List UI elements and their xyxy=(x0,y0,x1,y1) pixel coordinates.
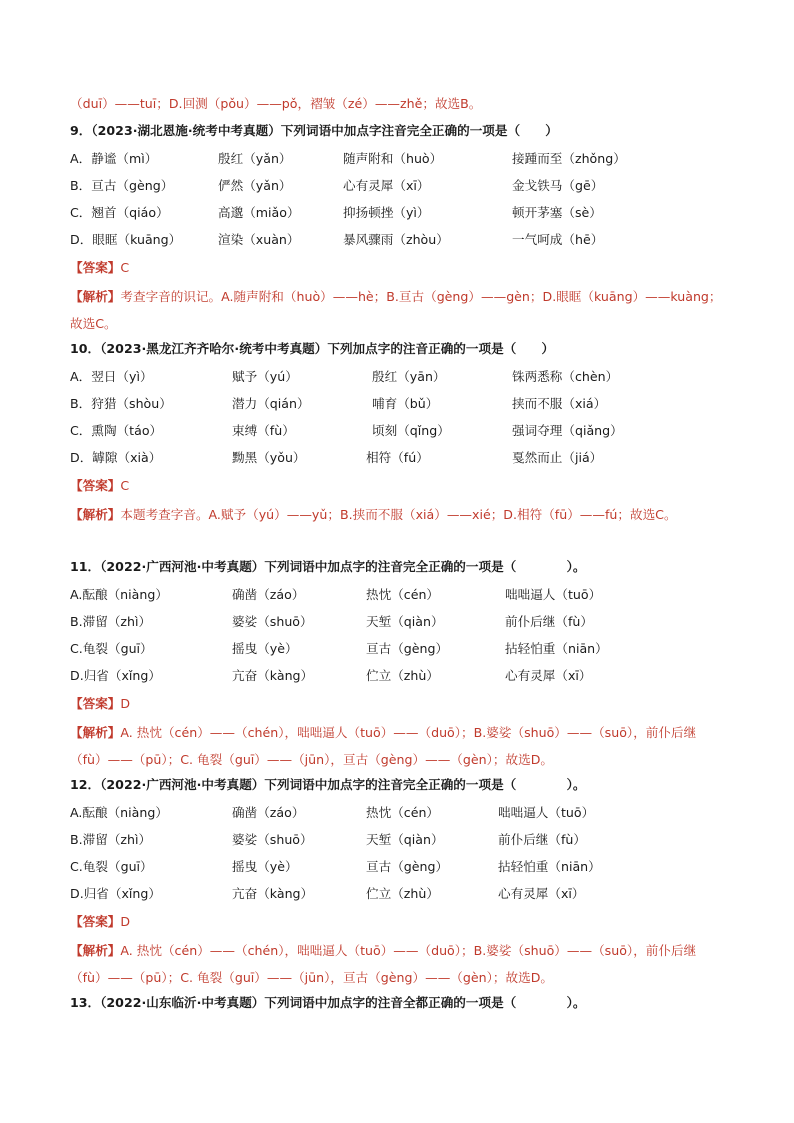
question-11-answer xyxy=(70,695,130,713)
option-item: 渲染（xuàn） xyxy=(218,232,300,247)
option-item: 确凿（záo） xyxy=(232,587,305,602)
option-item: 咄咄逼人（tuō） xyxy=(505,587,602,602)
question-12-option-a xyxy=(70,804,730,822)
question-11-option-c xyxy=(70,640,730,658)
analysis-tag: 【解析】 xyxy=(70,507,121,522)
option-item: 潜力（qián） xyxy=(232,396,310,411)
option-item: 抑扬顿挫（yì） xyxy=(343,205,430,220)
analysis-tag: 【解析】 xyxy=(70,725,121,740)
option-item: D．罅隙（xià） xyxy=(70,450,162,465)
question-12-option-d xyxy=(70,885,730,903)
option-item: 铢两悉称（chèn） xyxy=(512,369,619,384)
option-item: C．熏陶（táo） xyxy=(70,423,163,438)
question-12-answer xyxy=(70,913,130,931)
option-item: C．翘首（qiáo） xyxy=(70,205,169,220)
option-item: 暴风骤雨（zhòu） xyxy=(343,232,449,247)
option-item: 殷红（yǎn） xyxy=(218,151,292,166)
question-9-stem: 9．（2023·湖北恩施·统考中考真题）下列词语中加点字注音完全正确的一项是（ ） xyxy=(70,123,558,138)
option-item: D．眼眶（kuāng） xyxy=(70,232,182,247)
analysis-text: A. 热忱（cén）——（chén），咄咄逼人（tuō）——（duō）；B.婆娑（shuō）——（suō），前仆后继（fù）——（pū）；C. 龟裂（guī）——（jūn），亘古（gèng）——（gèn）；故选D。 xyxy=(70,725,697,767)
answer-value: D xyxy=(120,914,131,929)
option-item: 心有灵犀（xī） xyxy=(343,178,430,193)
option-item: 一气呵成（hē） xyxy=(512,232,604,247)
option-item: 赋予（yú） xyxy=(232,369,298,384)
option-item: 金戈铁马（gē） xyxy=(512,178,604,193)
question-9-option-a xyxy=(70,150,730,168)
analysis-text: A. 热忱（cén）——（chén），咄咄逼人（tuō）——（duō）；B.婆娑（shuō）——（suō），前仆后继（fù）——（pū）；C. 龟裂（guī）——（jūn），亘古（gèng）——（gèn）；故选D。 xyxy=(70,943,697,985)
option-item: 心有灵犀（xī） xyxy=(505,668,592,683)
answer-tag: 【答案】 xyxy=(70,696,121,711)
question-12-option-c xyxy=(70,858,730,876)
option-item: 心有灵犀（xī） xyxy=(498,886,585,901)
option-item: B．狩猎（shòu） xyxy=(70,396,172,411)
option-item: A.酝酿（niàng） xyxy=(70,587,168,602)
question-9-option-c xyxy=(70,204,730,222)
question-10-option-b xyxy=(70,395,730,413)
option-item: B．亘古（gèng） xyxy=(70,178,174,193)
option-item: 亘古（gèng） xyxy=(366,641,449,656)
question-12-stem: 12．（2022·广西河池·中考真题）下列词语中加点字的注音完全正确的一项是（ ）。 xyxy=(70,777,586,792)
option-item: 拈轻怕重（niān） xyxy=(498,859,601,874)
question-11-option-d xyxy=(70,667,730,685)
question-11-option-a xyxy=(70,586,730,604)
answer-tag: 【答案】 xyxy=(70,260,121,275)
option-item: A.酝酿（niàng） xyxy=(70,805,168,820)
option-item: 挟而不服（xiá） xyxy=(512,396,607,411)
option-item: 拈轻怕重（niān） xyxy=(505,641,608,656)
question-9-option-d xyxy=(70,231,730,249)
analysis-text: 考查字音的识记。A.随声附和（huò）——hè；B.亘古（gèng）——gèn；D.眼眶（kuāng）——kuàng；故选C。 xyxy=(70,289,722,331)
option-item: 强词夺理（qiǎng） xyxy=(512,423,623,438)
option-item: 婆娑（shuō） xyxy=(232,614,313,629)
question-9-answer xyxy=(70,259,129,277)
question-11-option-b xyxy=(70,613,730,631)
option-item: 天堑（qiàn） xyxy=(366,614,444,629)
option-item: 天堑（qiàn） xyxy=(366,832,444,847)
option-item: 婆娑（shuō） xyxy=(232,832,313,847)
analysis-text: 本题考查字音。A.赋予（yú）——yǔ；B.挟而不服（xiá）——xié；D.相符（fū）——fú；故选C。 xyxy=(120,507,677,522)
option-item: 哺育（bǔ） xyxy=(372,396,439,411)
question-10-option-a xyxy=(70,368,730,386)
question-11-analysis xyxy=(70,719,724,773)
question-13-stem: 13．（2022·山东临沂·中考真题）下列词语中加点字的注音全都正确的一项是（ ）。 xyxy=(70,995,586,1010)
option-item: A．静谧（mì） xyxy=(70,151,158,166)
option-item: 殷红（yān） xyxy=(372,369,446,384)
option-item: 热忱（cén） xyxy=(366,805,440,820)
option-item: D.归省（xǐng） xyxy=(70,668,162,683)
option-item: 束缚（fù） xyxy=(232,423,295,438)
answer-value: C xyxy=(120,478,130,493)
option-item: 亢奋（kàng） xyxy=(232,886,314,901)
question-10-option-d xyxy=(70,449,730,467)
option-item: 前仆后继（fù） xyxy=(505,614,593,629)
option-item: 伫立（zhù） xyxy=(366,886,439,901)
option-item: 确凿（záo） xyxy=(232,805,305,820)
answer-tag: 【答案】 xyxy=(70,478,121,493)
question-11-stem: 11．（2022·广西河池·中考真题）下列词语中加点字的注音完全正确的一项是（ ）。 xyxy=(70,559,586,574)
question-12-analysis xyxy=(70,937,724,991)
option-item: C.龟裂（guī） xyxy=(70,641,153,656)
option-item: C.龟裂（guī） xyxy=(70,859,153,874)
option-item: 热忱（cén） xyxy=(366,587,440,602)
question-10-option-c xyxy=(70,422,730,440)
answer-tag: 【答案】 xyxy=(70,914,121,929)
option-item: 黝黑（yǒu） xyxy=(232,450,306,465)
option-item: 咄咄逼人（tuō） xyxy=(498,805,595,820)
option-item: 前仆后继（fù） xyxy=(498,832,586,847)
option-item: 高邈（miǎo） xyxy=(218,205,300,220)
option-item: 随声附和（huò） xyxy=(343,151,443,166)
option-item: D.归省（xǐng） xyxy=(70,886,162,901)
answer-value: C xyxy=(120,260,130,275)
option-item: B.滞留（zhì） xyxy=(70,832,152,847)
option-item: 摇曳（yè） xyxy=(232,641,298,656)
option-item: B.滞留（zhì） xyxy=(70,614,152,629)
option-item: 俨然（yǎn） xyxy=(218,178,292,193)
answer-value: D xyxy=(120,696,131,711)
question-9-option-b xyxy=(70,177,730,195)
option-item: 戛然而止（jiá） xyxy=(512,450,603,465)
option-item: 摇曳（yè） xyxy=(232,859,298,874)
question-10-answer xyxy=(70,477,129,495)
option-item: 伫立（zhù） xyxy=(366,668,439,683)
question-12-option-b xyxy=(70,831,730,849)
question-10-stem: 10．（2023·黑龙江齐齐哈尔·统考中考真题）下列加点字的注音正确的一项是（ ） xyxy=(70,341,555,356)
option-item: 接踵而至（zhǒng） xyxy=(512,151,626,166)
option-item: 顿开茅塞（sè） xyxy=(512,205,602,220)
intro-continuation: （duī）——tuī；D.回测（pǒu）——pǒ，褶皱（zé）——zhě；故选B。 xyxy=(70,96,482,111)
analysis-tag: 【解析】 xyxy=(70,289,121,304)
option-item: A．翌日（yì） xyxy=(70,369,153,384)
option-item: 相符（fú） xyxy=(366,450,429,465)
option-item: 顷刻（qǐng） xyxy=(372,423,450,438)
option-item: 亢奋（kàng） xyxy=(232,668,314,683)
analysis-tag: 【解析】 xyxy=(70,943,121,958)
question-9-analysis xyxy=(70,283,724,337)
question-10-analysis xyxy=(70,501,724,528)
option-item: 亘古（gèng） xyxy=(366,859,449,874)
